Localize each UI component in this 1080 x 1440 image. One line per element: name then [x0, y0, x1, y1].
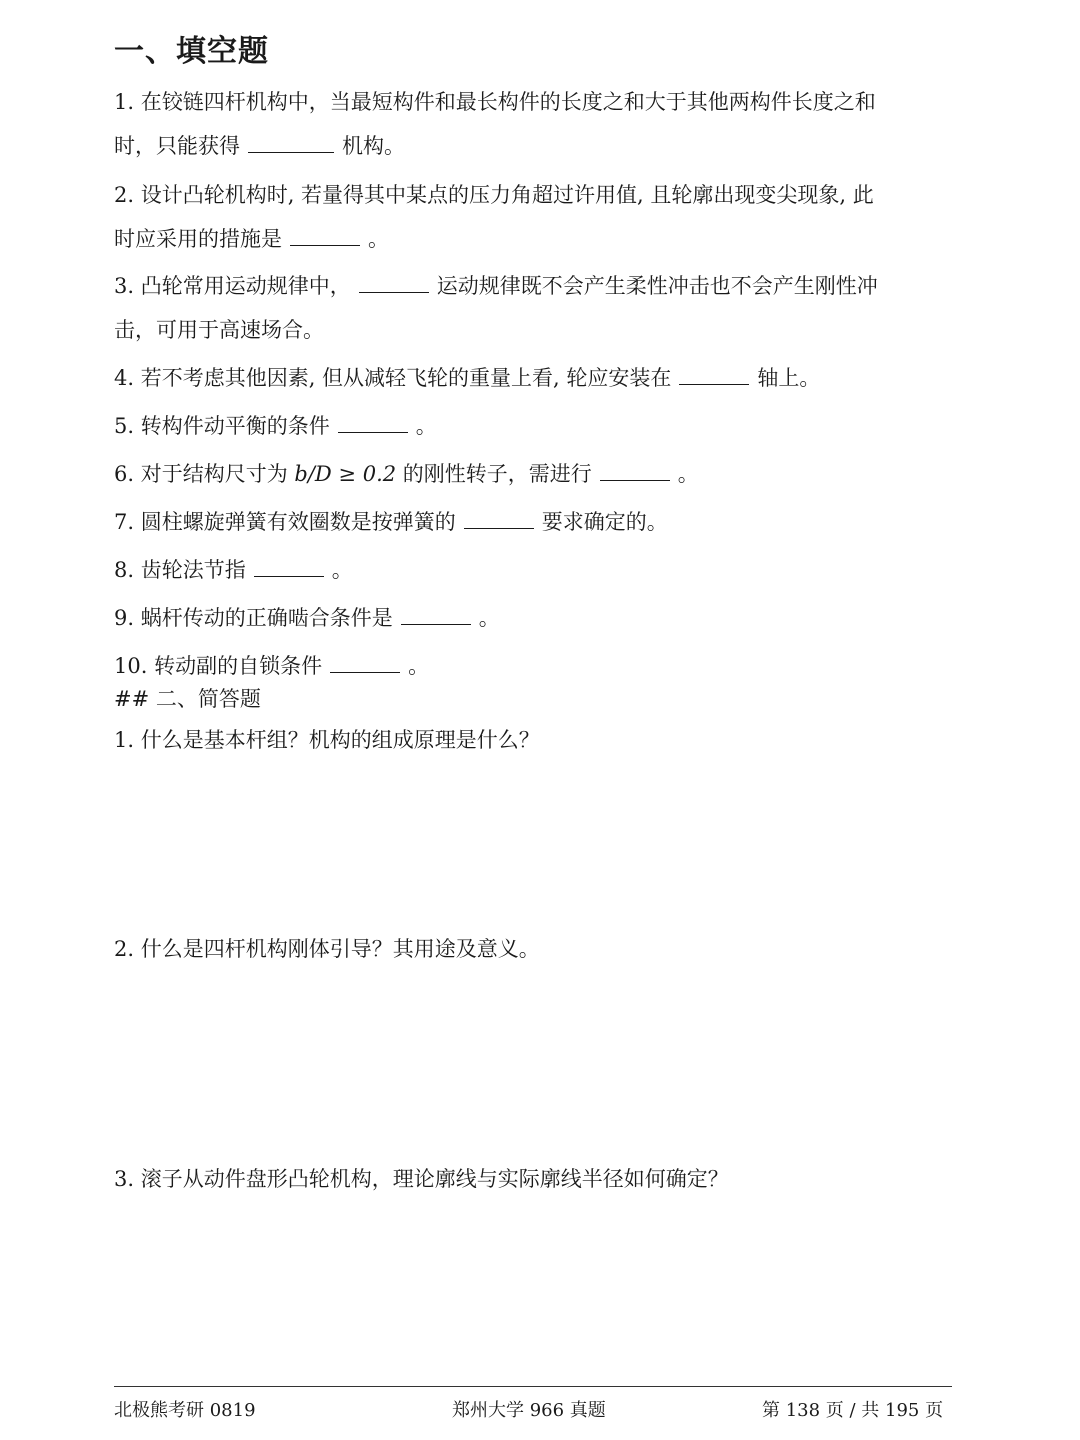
question-text: 时，只能获得 [114, 134, 240, 158]
fill-question-9 [114, 596, 954, 640]
fill-question-3 [114, 264, 954, 352]
math-expression: b/D ≥ 0.2 [294, 462, 397, 486]
answer-blank [330, 650, 400, 673]
answer-blank [248, 130, 334, 153]
question-text: 10. 转动副的自锁条件 [114, 654, 323, 678]
answer-blank [254, 554, 324, 577]
section-title: 一、填空题 [114, 34, 269, 69]
question-text: 的刚性转子，需进行 [402, 462, 592, 486]
short-answer-question-2: 2. 什么是四杆机构刚体引导？其用途及意义。 [114, 937, 540, 961]
question-text: 8. 齿轮法节指 [114, 558, 246, 582]
fill-question-1 [114, 80, 954, 168]
question-text: 。 [478, 606, 500, 630]
footer-page-number: 第 138 页 / 共 195 页 [762, 1400, 944, 1421]
fill-question-6 [114, 452, 954, 496]
fill-question-4 [114, 356, 954, 400]
question-text: 。 [368, 227, 389, 251]
question-text: 。 [677, 462, 699, 486]
question-text: 1. 在铰链四杆机构中，当最短构件和最长构件的长度之和大于其他两构件长度之和 [114, 90, 876, 114]
question-text: 5. 转构件动平衡的条件 [114, 414, 330, 438]
fill-question-5 [114, 404, 954, 448]
question-text: 机构。 [342, 134, 405, 158]
footer-title: 郑州大学 966 真题 [452, 1400, 606, 1421]
answer-blank [290, 223, 360, 246]
fill-question-8 [114, 548, 954, 592]
answer-blank [464, 506, 534, 529]
footer-source: 北极熊考研 0819 [114, 1400, 256, 1421]
short-answer-question-1: 1. 什么是基本杆组？机构的组成原理是什么？ [114, 728, 540, 752]
question-text: 2. 设计凸轮机构时, 若量得其中某点的压力角超过许用值, 且轮廓出现变尖现象, 此 [114, 183, 874, 207]
question-text: 轴上。 [757, 366, 821, 390]
question-text: 击，可用于高速场合。 [114, 318, 324, 342]
footer-divider [114, 1386, 952, 1387]
question-text: 。 [415, 414, 437, 438]
answer-blank [359, 270, 429, 293]
answer-blank [679, 362, 749, 385]
question-text: 7. 圆柱螺旋弹簧有效圈数是按弹簧的 [114, 510, 456, 534]
answer-blank [338, 410, 408, 433]
question-text: 运动规律既不会产生柔性冲击也不会产生刚性冲 [436, 274, 878, 298]
question-text: 6. 对于结构尺寸为 [114, 462, 288, 486]
answer-blank [600, 458, 670, 481]
question-text: 4. 若不考虑其他因素, 但从减轻飞轮的重量上看, 轮应安装在 [114, 366, 672, 390]
fill-question-2 [114, 173, 954, 261]
question-text: 要求确定的。 [541, 510, 668, 534]
question-text: 。 [331, 558, 353, 582]
question-text: 9. 蜗杆传动的正确啮合条件是 [114, 606, 393, 630]
fill-question-10 [114, 644, 954, 688]
answer-blank [401, 602, 471, 625]
question-text: 。 [408, 654, 430, 678]
question-text: 时应采用的措施是 [114, 227, 282, 251]
short-answer-question-3: 3. 滚子从动件盘形凸轮机构，理论廓线与实际廓线半径如何确定？ [114, 1167, 729, 1191]
question-text: 3. 凸轮常用运动规律中， [114, 274, 351, 298]
fill-question-7 [114, 500, 954, 544]
section-heading-short-answer: ## 二、简答题 [114, 687, 261, 711]
